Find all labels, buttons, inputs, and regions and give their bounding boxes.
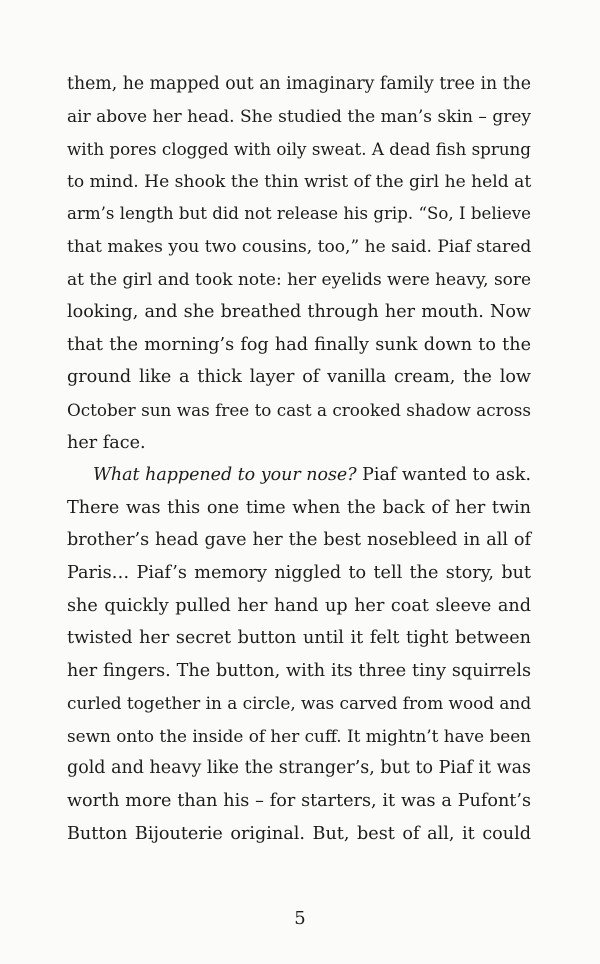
italic-phrase: What happened to your nose? [93,465,357,486]
text-line: air above her head. She studied the man’s skin – grey [67,106,531,127]
text-line: sewn onto the inside of her cuff. It mightn’t have been [67,725,531,746]
text-line: her fingers. The button, with its three tiny squirrels [67,660,531,681]
text-line: gold and heavy like the stranger’s, but to Piaf it was [67,758,531,779]
text-line: she quickly pulled her hand up her coat sleeve and [67,595,531,616]
text-line: that the morning’s fog had finally sunk down to the [67,334,531,355]
paragraph-1 [67,68,531,459]
text-line: Button Bijouterie original. But, best of all, it could [67,823,531,844]
text-line: her face. [67,432,146,453]
text-line: ground like a thick layer of vanilla cream, the low [67,367,531,388]
text-line: brother’s head gave her the best nosebleed in all of [67,530,531,551]
text-line: worth more than his – for starters, it was a Pufont’s [67,791,531,812]
text-line: arm’s length but did not release his grip. “So, I believe [67,204,531,224]
text-line: with pores clogged with oily sweat. A dead fish sprung [67,139,531,160]
body-text [67,68,531,850]
text-line: Paris… Piaf’s memory niggled to tell the story, but [67,562,531,583]
paragraph-2 [67,459,531,850]
text-line: them, he mapped out an imaginary family tree in the [67,74,531,94]
text-line: at the girl and took note: her eyelids were heavy, sore [67,269,532,290]
text-line: There was this one time when the back of her twin [67,497,531,518]
text-line-first [67,459,531,492]
text-line: curled together in a circle, was carved from wood and [67,693,532,714]
text-line: to mind. He shook the thin wrist of the girl he held at [67,171,532,192]
text-line: twisted her secret button until it felt tight between [67,628,531,649]
text-run: Piaf wanted to ask. [356,465,531,486]
page-number: 5 [294,908,306,929]
text-line: looking, and she breathed through her mouth. Now [67,302,531,323]
text-line: October sun was free to cast a crooked shadow across [67,399,531,420]
text-line: that makes you two cousins, too,” he said. Piaf stared [67,236,532,257]
